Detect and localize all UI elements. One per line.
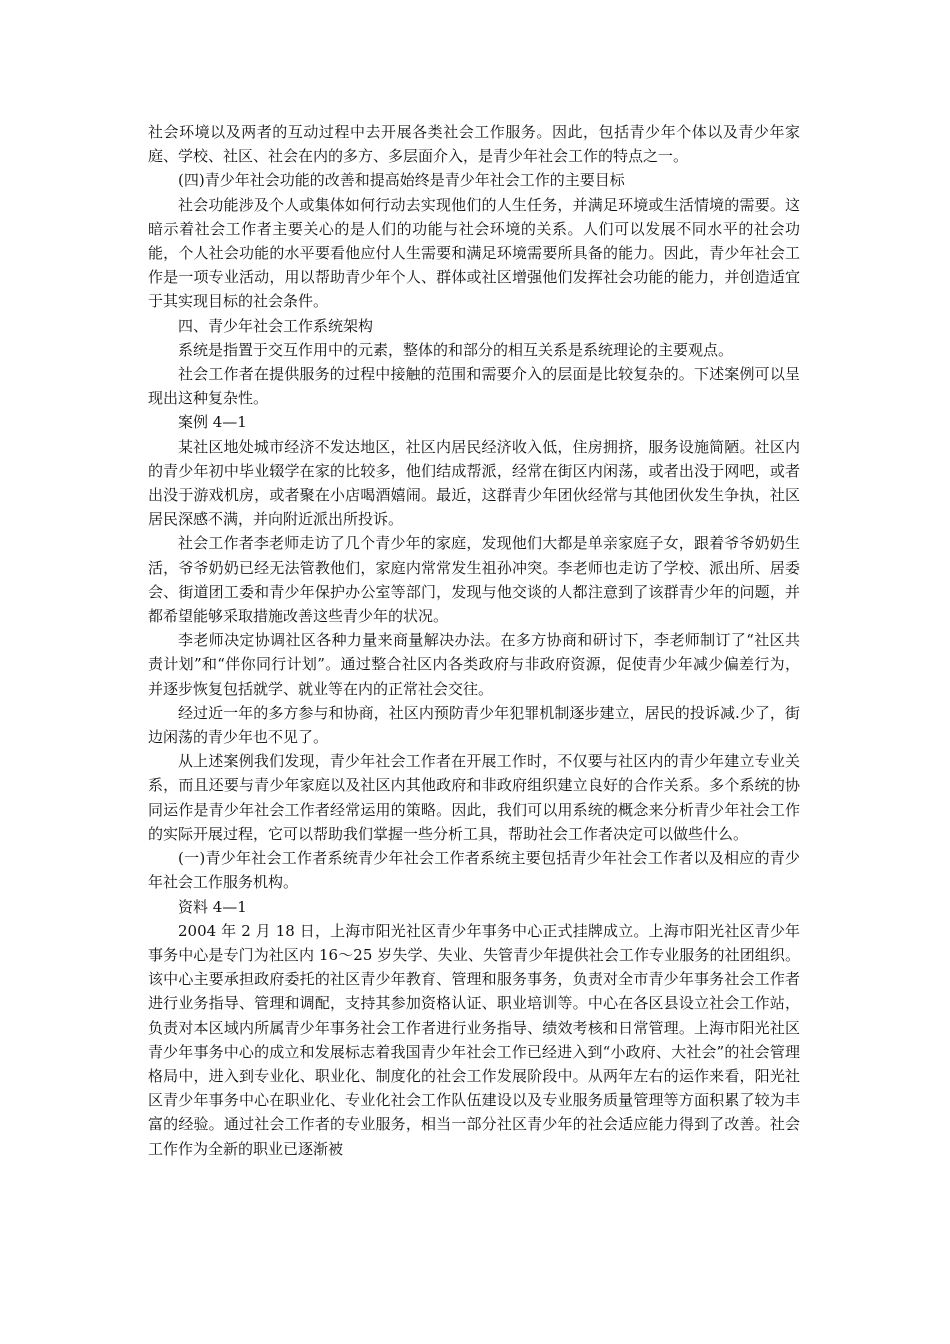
paragraph: 社会环境以及两者的互动过程中去开展各类社会工作服务。因此，包括青少年个体以及青少年家庭、学校、社区、社会在内的多方、多层面介入，是青少年社会工作的特点之一。 bbox=[148, 123, 800, 166]
section-heading: (四)青少年社会功能的改善和提高始终是青少年社会工作的主要目标 bbox=[178, 171, 625, 190]
paragraph: 社会功能涉及个人或集体如何行动去实现他们的人生任务，并满足环境或生活情境的需要。这暗示着社会工作者主要关心的是人们的功能与社会环境的关系。人们可以发展不同水平的社会功能，个人社会功能的水平要看他应付人生需要和满足环境需要所具备的能力。因此，青少年社会工作是一项专业活动，用以帮助青少年个人、群体或社区增强他们发挥社会功能的能力，并创造适宜于其实现目标的社会条件。 bbox=[148, 195, 800, 311]
document-body bbox=[148, 120, 800, 1161]
paragraph: 李老师决定协调社区各种力量来商量解决办法。在多方协商和研讨下，李老师制订了“社区共责计划”和“伴你同行计划”。通过整合社区内各类政府与非政府资源，促使青少年减少偏差行为，并逐步恢复包括就学、就业等在内的正常社会交往。 bbox=[148, 631, 800, 698]
paragraph: 经过近一年的多方参与和协商，社区内预防青少年犯罪机制逐步建立，居民的投诉减.少了，街边闲荡的青少年也不见了。 bbox=[148, 703, 800, 747]
paragraph: 从上述案例我们发现，青少年社会工作者在开展工作时，不仅要与社区内的青少年建立专业关系，而且还要与青少年家庭以及社区内其他政府和非政府组织建立良好的合作关系。多个系统的协同运作是青少年社会工作者经常运用的策略。因此，我们可以用系统的概念来分析青少年社会工作的实际开展过程，它可以帮助我们掌握一些分析工具，帮助社会工作者决定可以做些什么。 bbox=[148, 752, 800, 843]
paragraph: 社会工作者李老师走访了几个青少年的家庭，发现他们大都是单亲家庭子女，跟着爷爷奶奶生活，爷爷奶奶已经无法管教他们，家庭内常常发生祖孙冲突。李老师也走访了学校、派出所、居委会、街道团工委和青少年保护办公室等部门，发现与他交谈的人都注意到了该群青少年的问题，并都希望能够采取措施改善这些青少年的状况。 bbox=[148, 534, 800, 626]
section-heading: 四、青少年社会工作系统架构 bbox=[178, 316, 374, 335]
paragraph: 社会工作者在提供服务的过程中接触的范围和需要介入的层面是比较复杂的。下述案例可以呈现出这种复杂性。 bbox=[148, 365, 800, 408]
section-heading: (一)青少年社会工作者系统青少年社会工作者系统主要包括青少年社会工作者以及相应的青少年社会工作服务机构。 bbox=[148, 849, 800, 892]
case-label: 案例 4—1 bbox=[178, 413, 247, 432]
paragraph: 某社区地处城市经济不发达地区，社区内居民经济收入低，住房拥挤，服务设施简陋。社区内的青少年初中毕业辍学在家的比较多，他们结成帮派，经常在街区内闲荡，或者出没于网吧，或者出没于游戏机房，或者聚在小店喝酒嬉闹。最近，这群青少年团伙经常与其他团伙发生争执，社区居民深感不满，并向附近派出所投诉。 bbox=[148, 437, 800, 529]
paragraph: 系统是指置于交互作用中的元素，整体的和部分的相互关系是系统理论的主要观点。 bbox=[178, 340, 734, 359]
material-label: 资料 4—1 bbox=[178, 897, 247, 916]
paragraph: 2004 年 2 月 18 日，上海市阳光社区青少年事务中心正式挂牌成立。上海市阳光社区青少年事务中心是专门为社区内 16～25 岁失学、失业、失管青少年提供社会工作专业服务的社团组织。该中心主要承担政府委托的社区青少年教育、管理和服务事务，负责对全市青少年事务社会工作者进行业务指导、管理和调配，支持其参加资格认证、职业培训等。中心在各区县设立社会工作站，负责对本区域内所属青少年事务社会工作者进行业务指导、绩效考核和日常管理。上海市阳光社区青少年事务中心的成立和发展标志着我国青少年社会工作已经进入到“小政府、大社会”的社会管理格局中，进入到专业化、职业化、制度化的社会工作发展阶段中。从两年左右的运作来看，阳光社区青少年事务中心在职业化、专业化社会工作队伍建设以及专业服务质量管理等方面积累了较为丰富的经验。通过社会工作者的专业服务，相当一部分社区青少年的社会适应能力得到了改善。社会工作作为全新的职业已逐渐被 bbox=[148, 921, 800, 1158]
